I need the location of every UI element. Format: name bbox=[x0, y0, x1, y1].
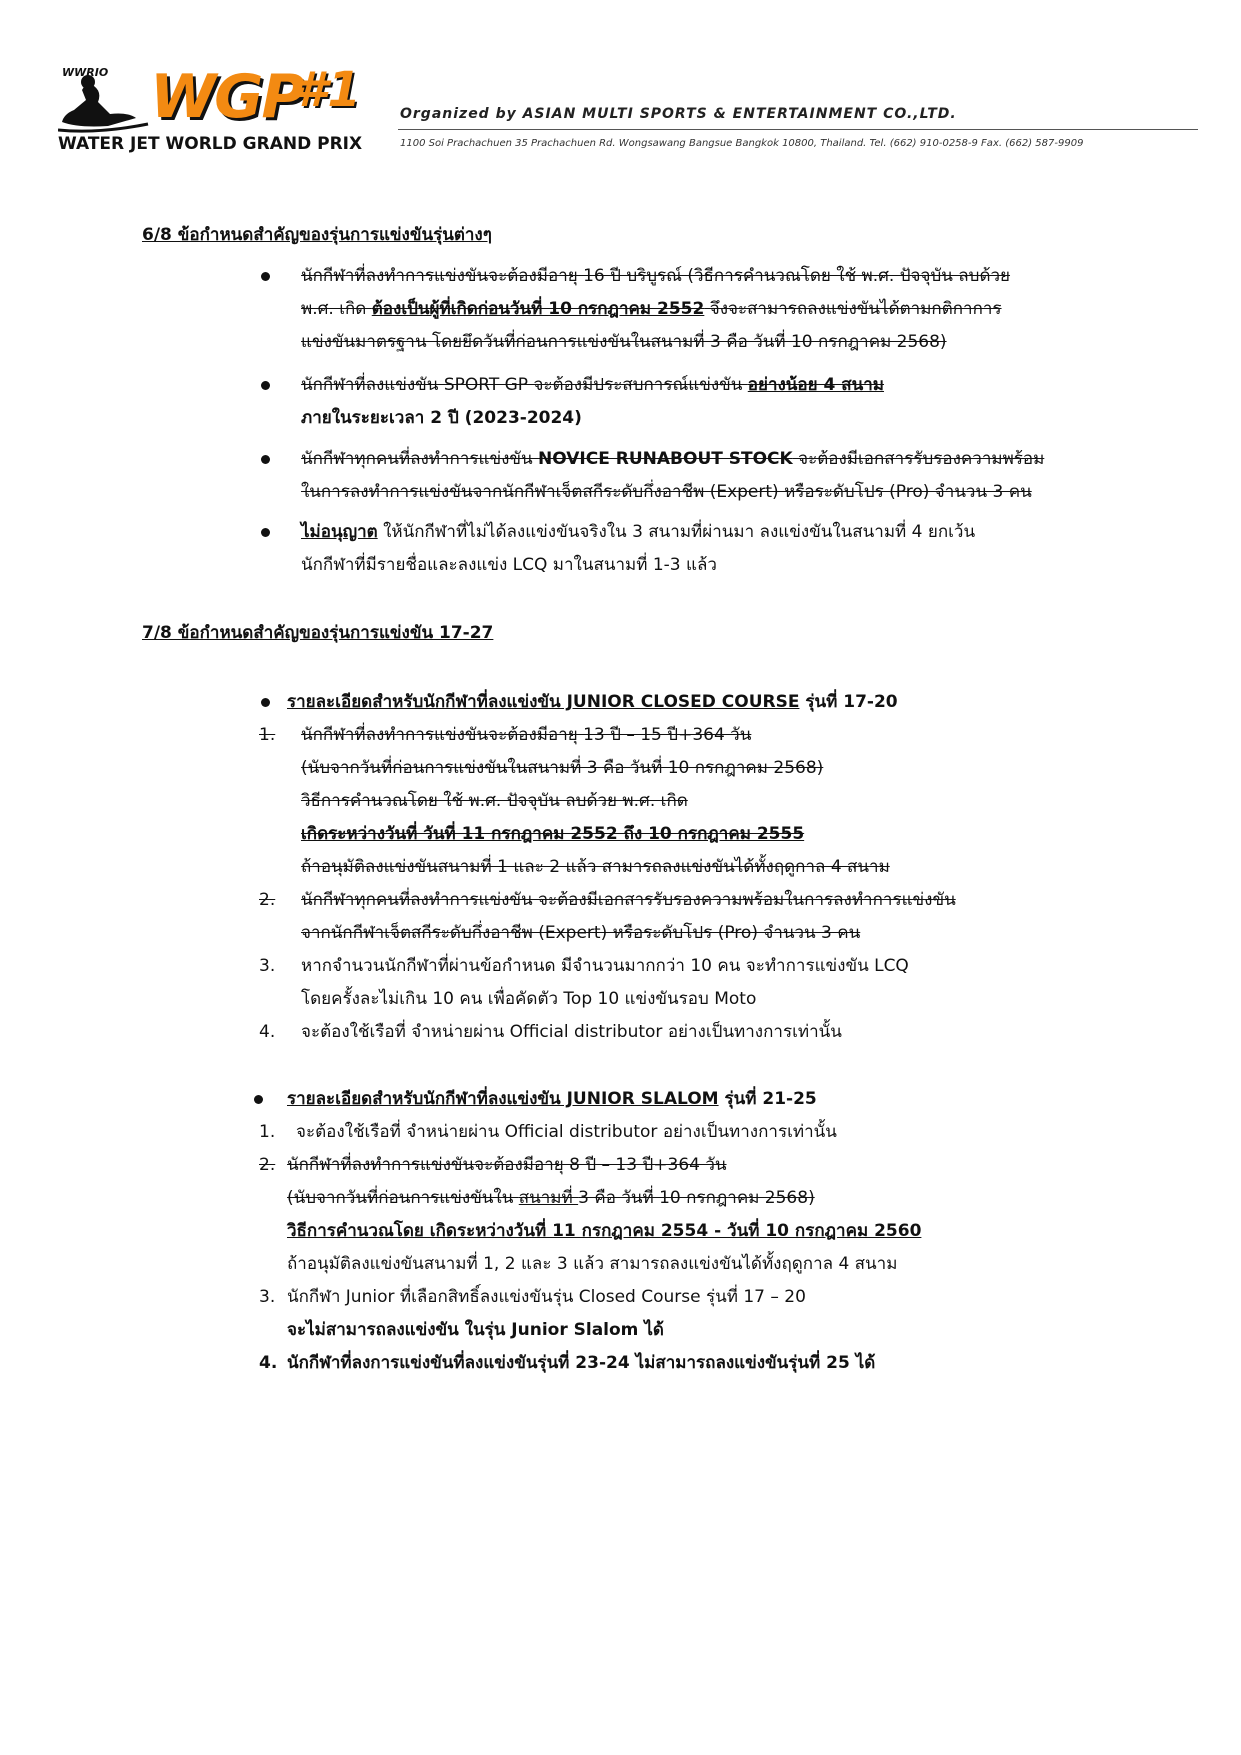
js-item2-line3: วิธีการคำนวณโดย เกิดระหว่างวันที่ 11 กรกฎาคม 2554 - วันที่ 10 กรกฎาคม 2560 bbox=[287, 1221, 922, 1241]
list-number: 1. bbox=[259, 725, 276, 745]
js-item2-line2: (นับจากวันที่ก่อนการแข่งขันใน สนามที่ 3 คือ วันที่ 10 กรกฎาคม 2568) bbox=[287, 1188, 815, 1208]
jcc-item1-line5: ถ้าอนุมัติลงแข่งขันสนามที่ 1 และ 2 แล้ว สามารถลงแข่งขันได้ทั้งฤดูกาล 4 สนาม bbox=[301, 857, 890, 877]
logo-wwrio-text: WWRIO bbox=[62, 66, 109, 79]
wgp-logo bbox=[58, 62, 378, 154]
jcc-item3-line1: หากจำนวนนักกีฬาที่ผ่านข้อกำหนด มีจำนวนมากกว่า 10 คน จะทำการแข่งขัน LCQ bbox=[301, 956, 909, 976]
jcc-item3-line2: โดยครั้งละไม่เกิน 10 คน เพื่อคัดตัว Top 10 แข่งขันรอบ Moto bbox=[301, 989, 757, 1009]
list-number: 2. bbox=[259, 890, 276, 910]
bullet-icon bbox=[261, 272, 270, 281]
logo-number-text: #1 bbox=[294, 62, 361, 118]
bullet-icon bbox=[261, 698, 270, 707]
bullet-icon bbox=[254, 1095, 263, 1104]
list-number: 3. bbox=[259, 956, 276, 976]
s6-bullet4-line1: ไม่อนุญาต ให้นักกีฬาที่ไม่ได้ลงแข่งขันจริงใน 3 สนามที่ผ่านมา ลงแข่งขันในสนามที่ 4 ยกเว้น bbox=[301, 522, 976, 542]
s6-bullet3-line2: ในการลงทำการแข่งขันจากนักกีฬาเจ็ตสกีระดับกึ่งอาชีพ (Expert) หรือระดับโปร (Pro) จำนวน 3 คน bbox=[301, 482, 1032, 502]
bullet-icon bbox=[261, 381, 270, 390]
js-item4-line1: นักกีฬาที่ลงการแข่งขันที่ลงแข่งขันรุ่นที่ 23-24 ไม่สามารถลงแข่งขันรุ่นที่ 25 ได้ bbox=[287, 1353, 876, 1373]
jcc-item4-line1: จะต้องใช้เรือที่ จำหน่ายผ่าน Official distributor อย่างเป็นทางการเท่านั้น bbox=[301, 1022, 842, 1042]
list-number: 4. bbox=[259, 1022, 276, 1042]
s6-bullet1-line3: แข่งขันมาตรฐาน โดยยึดวันที่ก่อนการแข่งขันในสนามที่ 3 คือ วันที่ 10 กรกฎาคม 2568) bbox=[301, 332, 947, 352]
jcc-item1-line1: นักกีฬาที่ลงทำการแข่งขันจะต้องมีอายุ 13 ปี – 15 ปี+364 วัน bbox=[301, 725, 752, 745]
s6-bullet1-line2: พ.ศ. เกิด ต้องเป็นผู้ที่เกิดก่อนวันที่ 10 กรกฎาคม 2552 จึงจะสามารถลงแข่งขันได้ตามกติกาการ bbox=[301, 299, 1002, 319]
s6-bullet4-line2: นักกีฬาที่มีรายชื่อและลงแข่ง LCQ มาในสนามที่ 1-3 แล้ว bbox=[301, 555, 717, 575]
list-number: 2. bbox=[259, 1155, 276, 1175]
s6-bullet2-line1: นักกีฬาที่ลงแข่งขัน SPORT GP จะต้องมีประสบการณ์แข่งขัน อย่างน้อย 4 สนาม bbox=[301, 375, 885, 395]
list-number: 1. bbox=[259, 1122, 276, 1142]
organizer-line: Organized by ASIAN MULTI SPORTS & ENTERTAINMENT CO.,LTD. bbox=[400, 106, 957, 122]
js-item1-line1: จะต้องใช้เรือที่ จำหน่ายผ่าน Official distributor อย่างเป็นทางการเท่านั้น bbox=[296, 1122, 837, 1142]
s6-bullet1-line1: นักกีฬาที่ลงทำการแข่งขันจะต้องมีอายุ 16 ปี บริบูรณ์ (วิธีการคำนวณโดย ใช้ พ.ศ. ปัจจุบัน ลบด้วย bbox=[301, 266, 1011, 286]
letterhead bbox=[0, 0, 1241, 170]
jcc-item2-line2: จากนักกีฬาเจ็ตสกีระดับกึ่งอาชีพ (Expert) หรือระดับโปร (Pro) จำนวน 3 คน bbox=[301, 923, 861, 943]
list-number: 4. bbox=[259, 1353, 278, 1373]
jcc-item1-line3: วิธีการคำนวณโดย ใช้ พ.ศ. ปัจจุบัน ลบด้วย พ.ศ. เกิด bbox=[301, 791, 688, 811]
js-item3-line1: นักกีฬา Junior ที่เลือกสิทธิ์ลงแข่งขันรุ่น Closed Course รุ่นที่ 17 – 20 bbox=[287, 1287, 806, 1307]
s6-bullet2-line2: ภายในระยะเวลา 2 ปี (2023-2024) bbox=[301, 408, 582, 428]
jetski-rider-icon bbox=[58, 72, 154, 134]
bullet-icon bbox=[261, 455, 270, 464]
js-item3-line2: จะไม่สามารถลงแข่งขัน ในรุ่น Junior Slalom ได้ bbox=[287, 1320, 664, 1340]
logo-wgp-text: WGP bbox=[150, 62, 304, 132]
s6-bullet3-line1: นักกีฬาทุกคนที่ลงทำการแข่งขัน NOVICE RUNABOUT STOCK จะต้องมีเอกสารรับรองความพร้อม bbox=[301, 449, 1045, 469]
list-number: 3. bbox=[259, 1287, 276, 1307]
js-item2-line4: ถ้าอนุมัติลงแข่งขันสนามที่ 1, 2 และ 3 แล้ว สามารถลงแข่งขันได้ทั้งฤดูกาล 4 สนาม bbox=[287, 1254, 898, 1274]
jcc-item1-line2: (นับจากวันที่ก่อนการแข่งขันในสนามที่ 3 คือ วันที่ 10 กรกฎาคม 2568) bbox=[301, 758, 824, 778]
jcc-item2-line1: นักกีฬาทุกคนที่ลงทำการแข่งขัน จะต้องมีเอกสารรับรองความพร้อมในการลงทำการแข่งขัน bbox=[301, 890, 956, 910]
bullet-icon bbox=[261, 528, 270, 537]
header-divider bbox=[398, 129, 1198, 130]
logo-title: WATER JET WORLD GRAND PRIX bbox=[58, 134, 363, 154]
jcc-item1-line4: เกิดระหว่างวันที่ วันที่ 11 กรกฎาคม 2552 ถึง 10 กรกฎาคม 2555 bbox=[301, 824, 805, 844]
address-line: 1100 Soi Prachachuen 35 Prachachuen Rd. Wongsawang Bangsue Bangkok 10800, Thailand. Tel. (662) 910-0258-9 Fax. (662) 587-9909 bbox=[400, 138, 1084, 149]
js-item2-line1: นักกีฬาที่ลงทำการแข่งขันจะต้องมีอายุ 8 ปี – 13 ปี+364 วัน bbox=[287, 1155, 727, 1175]
section-7-heading: 7/8 ข้อกำหนดสำคัญของรุ่นการแข่งขัน 17-27 bbox=[142, 623, 494, 643]
section-6-heading: 6/8 ข้อกำหนดสำคัญของรุ่นการแข่งขันรุ่นต่างๆ bbox=[142, 225, 492, 245]
junior-closed-course-title: รายละเอียดสำหรับนักกีฬาที่ลงแข่งขัน JUNIOR CLOSED COURSE รุ่นที่ 17-20 bbox=[287, 692, 898, 712]
junior-slalom-title: รายละเอียดสำหรับนักกีฬาที่ลงแข่งขัน JUNIOR SLALOM รุ่นที่ 21-25 bbox=[287, 1089, 817, 1109]
